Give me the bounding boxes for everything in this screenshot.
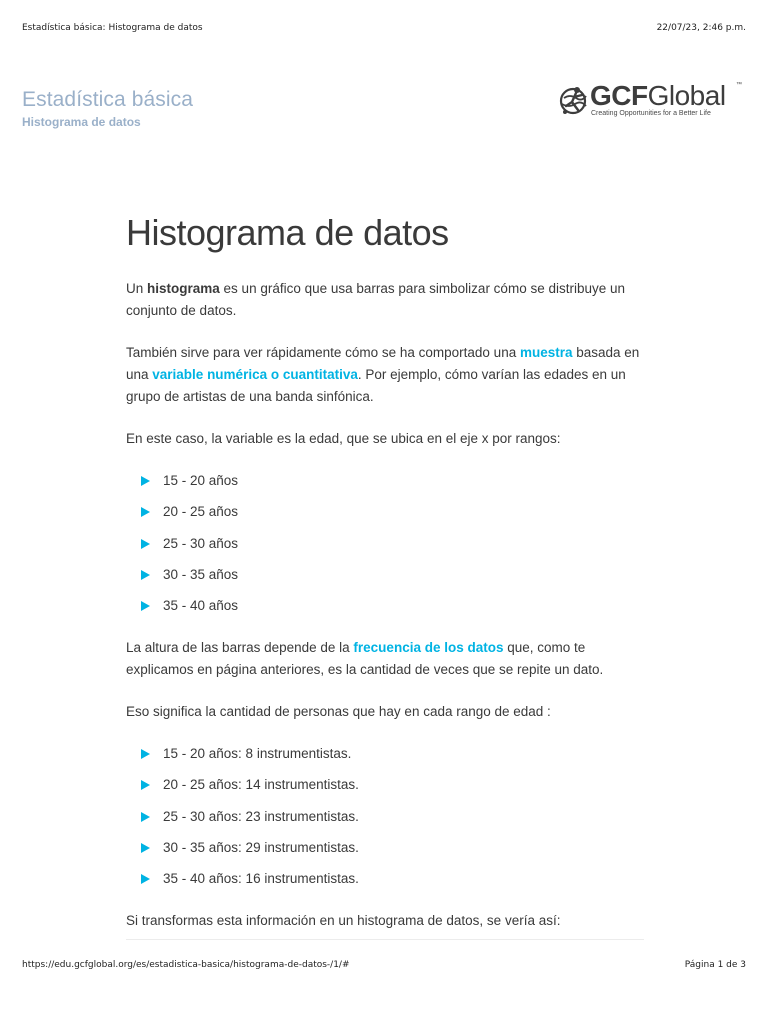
print-header — [22, 23, 746, 33]
text: La altura de las barras depende de la — [126, 640, 354, 656]
list-item-text: 20 - 25 años: 14 instrumentistas. — [163, 777, 359, 793]
course-title[interactable]: Estadística básica — [22, 88, 194, 111]
paragraph-muestra — [126, 342, 646, 408]
link-frecuencia-datos[interactable]: frecuencia de los datos — [353, 640, 504, 656]
gcf-globe-mark-icon — [556, 84, 590, 118]
arrow-bullet-icon — [141, 780, 150, 790]
list-item-text: 15 - 20 años: 8 instrumentistas. — [163, 746, 352, 762]
text: . Por ejemplo, cómo varían las edades en un grupo de artistas de una banda sinfónica. — [126, 367, 626, 404]
list-item-text: 20 - 25 años — [163, 504, 239, 520]
print-url: https://edu.gcfglobal.org/es/estadistica-basica/histograma-de-datos-/1/# — [22, 960, 350, 970]
list-item — [126, 837, 646, 859]
article-title: Histograma de datos — [126, 212, 449, 253]
list-item-text: 35 - 40 años: 16 instrumentistas. — [163, 871, 359, 887]
arrow-bullet-icon — [141, 601, 150, 611]
arrow-bullet-icon — [141, 749, 150, 759]
article-content — [126, 212, 646, 952]
list-item-text: 30 - 35 años — [163, 566, 239, 582]
list-item-text: 35 - 40 años — [163, 598, 239, 614]
gcfglobal-logo[interactable] — [556, 82, 746, 122]
text: que, como te explicamos en página anteriores, es la cantidad de veces que se repite un dato. — [126, 640, 604, 678]
logo-trademark: ™ — [736, 82, 742, 88]
list-item-text: 30 - 35 años: 29 instrumentistas. — [163, 840, 359, 856]
arrow-bullet-icon — [141, 476, 150, 486]
term-histograma: histograma — [147, 281, 220, 296]
text: También sirve para ver rápidamente cómo se ha comportado una — [126, 345, 520, 360]
arrow-bullet-icon — [141, 539, 150, 549]
age-counts-list — [126, 743, 646, 890]
text: basada en una — [126, 345, 640, 382]
list-item — [126, 470, 646, 492]
logo-wordmark-regular: Global — [647, 80, 726, 111]
list-item — [126, 564, 646, 586]
print-page-title: Estadística básica: Histograma de datos — [22, 23, 203, 33]
print-page-number: Página 1 de 3 — [684, 960, 746, 970]
logo-wordmark — [590, 80, 726, 112]
list-item-text: 15 - 20 años — [163, 473, 239, 488]
age-ranges-list — [126, 470, 646, 617]
list-item — [126, 806, 646, 828]
arrow-bullet-icon — [141, 843, 150, 853]
link-muestra[interactable]: muestra — [519, 345, 573, 360]
list-item — [126, 743, 646, 765]
list-item — [126, 868, 646, 890]
print-datetime: 22/07/23, 2:46 p.m. — [656, 23, 746, 33]
list-item-text: 25 - 30 años: 23 instrumentistas. — [163, 808, 359, 824]
list-item — [126, 595, 646, 617]
list-item — [126, 774, 646, 796]
list-item-text: 25 - 30 años — [163, 535, 239, 551]
print-footer — [22, 960, 746, 970]
lesson-title[interactable]: Histograma de datos — [22, 115, 141, 129]
paragraph-transformar: Si transformas esta información en un histograma de datos, se vería así: — [126, 913, 561, 929]
arrow-bullet-icon — [141, 812, 150, 822]
content-divider — [126, 939, 644, 940]
logo-tagline: Creating Opportunities for a Better Life — [591, 110, 711, 117]
arrow-bullet-icon — [141, 507, 150, 517]
text: Un — [126, 281, 148, 296]
paragraph-variable-edad: En este caso, la variable es la edad, que se ubica en el eje x por rangos: — [126, 431, 561, 446]
list-item — [126, 501, 646, 523]
paragraph-intro — [126, 278, 646, 322]
arrow-bullet-icon — [141, 570, 150, 580]
text: es un gráfico que usa barras para simbolizar cómo se distribuye un conjunto de datos. — [126, 281, 626, 318]
paragraph-cantidad-personas: Eso significa la cantidad de personas que hay en cada rango de edad : — [126, 704, 551, 720]
arrow-bullet-icon — [141, 874, 150, 884]
paragraph-frecuencia — [126, 637, 646, 681]
site-header — [22, 80, 746, 138]
link-variable-numerica[interactable]: variable numérica o cuantitativa — [152, 367, 358, 382]
logo-wordmark-bold: GCF — [590, 80, 648, 111]
list-item — [126, 533, 646, 555]
